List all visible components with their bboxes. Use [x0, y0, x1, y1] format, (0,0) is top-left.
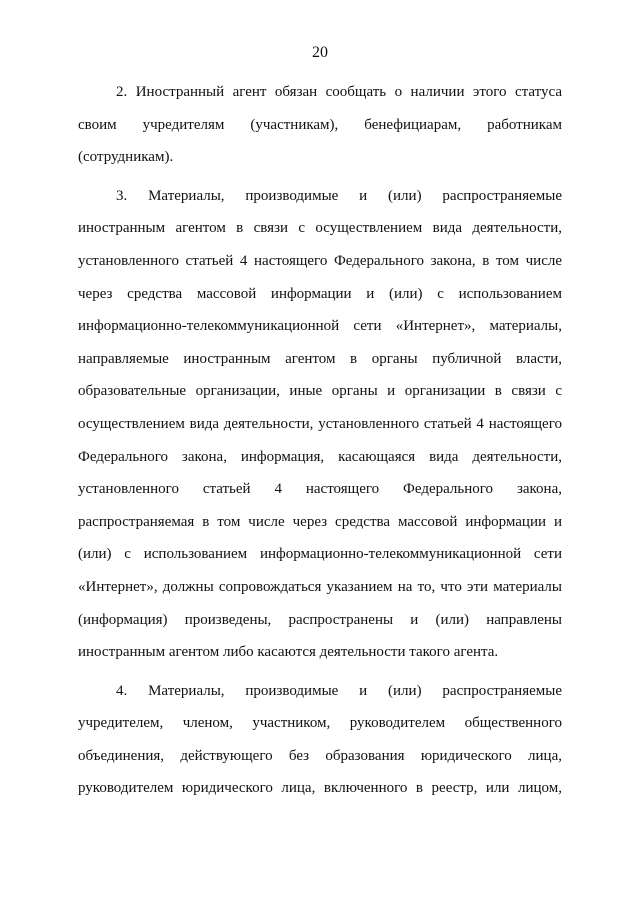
- paragraph-3-line: направляемые иностранным агентом в органы публичной власти,: [78, 350, 562, 367]
- paragraph-3-line: осуществлением вида деятельности, установленного статьей 4 настоящего: [78, 415, 562, 432]
- paragraph-3-line: «Интернет», должны сопровождаться указанием на то, что эти материалы: [78, 578, 562, 595]
- paragraph-4-line: руководителем юридического лица, включенного в реестр, или лицом,: [78, 780, 562, 797]
- paragraph-3-line: Федерального закона, информация, касающаяся вида деятельности,: [78, 448, 562, 465]
- paragraph-3-line: распространяемая в том числе через средства массовой информации и: [78, 513, 562, 530]
- paragraph-3-line: (или) с использованием информационно-телекоммуникационной сети: [78, 546, 562, 563]
- page-number: 20: [312, 44, 328, 61]
- paragraph-3-line: информационно-телекоммуникационной сети «Интернет», материалы,: [78, 318, 562, 335]
- paragraph-3-line: 3. Материалы, производимые и (или) распространяемые: [116, 187, 562, 204]
- document-body: [78, 79, 562, 808]
- paragraph-3-line: установленного статьей 4 настоящего Федерального закона,: [78, 481, 562, 498]
- paragraph-3-line: иностранным агентом в связи с осуществлением вида деятельности,: [78, 220, 562, 237]
- paragraph-3-line: образовательные организации, иные органы и организации в связи с: [78, 383, 562, 400]
- paragraph-2-line: своим учредителям (участникам), бенефициарам, работникам: [78, 116, 562, 133]
- paragraph-3-line: через средства массовой информации и (или) с использованием: [78, 285, 562, 302]
- paragraph-4-line: 4. Материалы, производимые и (или) распространяемые: [116, 682, 562, 699]
- paragraph-4-line: объединения, действующего без образования юридического лица,: [78, 747, 562, 764]
- paragraph-3-line: (информация) произведены, распространены и (или) направлены: [78, 611, 562, 628]
- paragraph-2-line: (сотрудникам).: [78, 149, 174, 166]
- paragraph-3-line: установленного статьей 4 настоящего Федерального закона, в том числе: [78, 252, 562, 269]
- paragraph-4-line: учредителем, членом, участником, руководителем общественного: [78, 715, 562, 732]
- paragraph-2-line: 2. Иностранный агент обязан сообщать о наличии этого статуса: [116, 84, 562, 100]
- paragraph-3-line: иностранным агентом либо касаются деятельности такого агента.: [78, 644, 499, 661]
